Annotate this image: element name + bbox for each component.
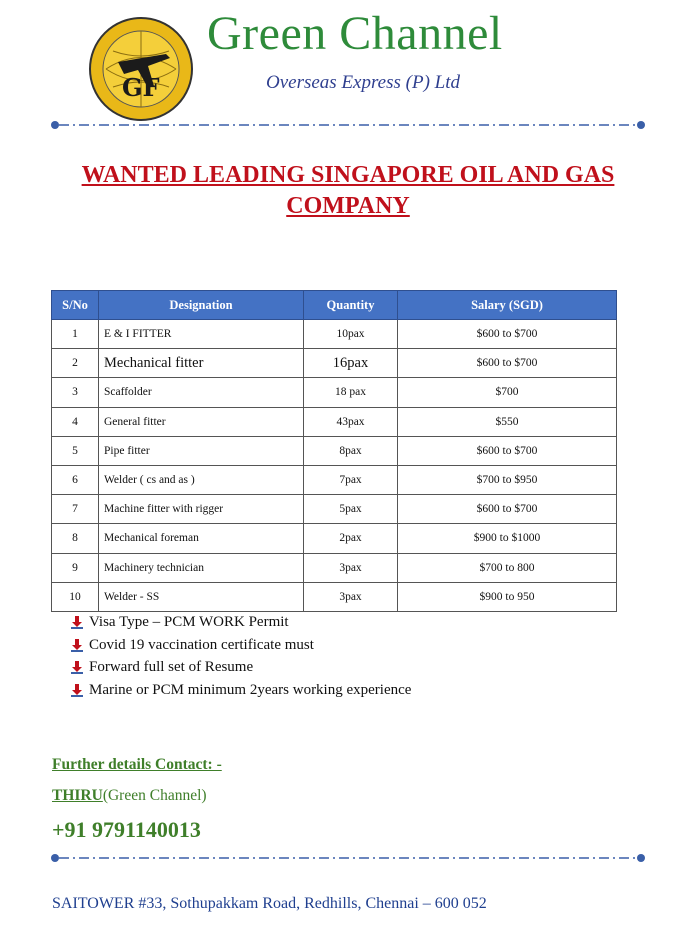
cell-quantity: 3pax xyxy=(304,553,398,582)
cell-sno: 7 xyxy=(52,495,99,524)
table-row xyxy=(52,582,617,611)
table-row xyxy=(52,524,617,553)
table-row xyxy=(52,407,617,436)
cell-sno: 6 xyxy=(52,465,99,494)
headline-line-2: COMPANY xyxy=(286,193,410,219)
table-row xyxy=(52,465,617,494)
cell-quantity: 43pax xyxy=(304,407,398,436)
cell-salary: $600 to $700 xyxy=(398,349,617,378)
cell-quantity: 7pax xyxy=(304,465,398,494)
cell-salary: $900 to $1000 xyxy=(398,524,617,553)
cell-sno: 8 xyxy=(52,524,99,553)
cell-quantity: 18 pax xyxy=(304,378,398,407)
cell-designation: Machinery technician xyxy=(99,553,304,582)
col-header-salary: Salary (SGD) xyxy=(398,291,617,320)
cell-designation: General fitter xyxy=(99,407,304,436)
cell-sno: 3 xyxy=(52,378,99,407)
cell-salary: $700 xyxy=(398,378,617,407)
table-row xyxy=(52,495,617,524)
company-subtitle: Overseas Express (P) Ltd xyxy=(266,72,461,93)
cell-salary: $700 to 800 xyxy=(398,553,617,582)
top-divider xyxy=(50,120,646,130)
arrow-bullet-icon xyxy=(70,660,84,674)
cell-sno: 5 xyxy=(52,436,99,465)
cell-salary: $600 to $700 xyxy=(398,436,617,465)
cell-quantity: 16pax xyxy=(304,349,398,378)
cell-salary: $900 to 950 xyxy=(398,582,617,611)
cell-quantity: 5pax xyxy=(304,495,398,524)
cell-sno: 2 xyxy=(52,349,99,378)
arrow-bullet-icon xyxy=(70,638,84,652)
cell-salary: $550 xyxy=(398,407,617,436)
company-logo xyxy=(88,16,194,122)
note-text: Visa Type – PCM WORK Permit xyxy=(89,614,289,630)
contact-name-suffix: (Green Channel) xyxy=(102,787,207,804)
list-item xyxy=(70,679,411,702)
bottom-divider xyxy=(50,853,646,863)
col-header-quantity: Quantity xyxy=(304,291,398,320)
table-row xyxy=(52,553,617,582)
cell-quantity: 8pax xyxy=(304,436,398,465)
table-header-row xyxy=(52,291,617,320)
office-address: SAITOWER #33, Sothupakkam Road, Redhills, Chennai – 600 052 xyxy=(52,895,487,912)
contact-label: Further details Contact: - xyxy=(52,756,222,773)
table-row xyxy=(52,349,617,378)
arrow-bullet-icon xyxy=(70,683,84,697)
cell-quantity: 2pax xyxy=(304,524,398,553)
requirements-list xyxy=(70,611,411,701)
cell-designation: Scaffolder xyxy=(99,378,304,407)
headline-line-1: WANTED LEADING SINGAPORE OIL AND GAS xyxy=(81,162,615,188)
jobs-table xyxy=(51,290,617,612)
cell-designation: Pipe fitter xyxy=(99,436,304,465)
cell-designation: Welder - SS xyxy=(99,582,304,611)
cell-designation: E & I FITTER xyxy=(99,320,304,349)
note-text: Marine or PCM minimum 2years working experience xyxy=(89,681,412,698)
cell-sno: 1 xyxy=(52,320,99,349)
contact-name: THIRU xyxy=(52,787,103,804)
col-header-sno: S/No xyxy=(52,291,99,320)
arrow-bullet-icon xyxy=(70,615,84,629)
logo-letters: GF xyxy=(122,73,160,102)
list-item xyxy=(70,634,411,657)
cell-sno: 10 xyxy=(52,582,99,611)
cell-quantity: 10pax xyxy=(304,320,398,349)
cell-quantity: 3pax xyxy=(304,582,398,611)
cell-salary: $600 to $700 xyxy=(398,495,617,524)
table-row xyxy=(52,436,617,465)
note-text: Covid 19 vaccination certificate must xyxy=(89,636,314,653)
cell-designation: Mechanical fitter xyxy=(99,349,304,378)
cell-designation: Welder ( cs and as ) xyxy=(99,465,304,494)
company-name: Green Channel xyxy=(207,7,503,60)
job-headline xyxy=(60,160,636,222)
contact-phone: +91 9791140013 xyxy=(52,817,201,842)
cell-designation: Mechanical foreman xyxy=(99,524,304,553)
cell-sno: 4 xyxy=(52,407,99,436)
table-row xyxy=(52,320,617,349)
list-item xyxy=(70,656,411,679)
cell-sno: 9 xyxy=(52,553,99,582)
cell-salary: $600 to $700 xyxy=(398,320,617,349)
table-row xyxy=(52,378,617,407)
cell-salary: $700 to $950 xyxy=(398,465,617,494)
list-item xyxy=(70,611,411,634)
note-text: Forward full set of Resume xyxy=(89,659,254,675)
contact-person xyxy=(52,787,207,805)
cell-designation: Machine fitter with rigger xyxy=(99,495,304,524)
col-header-designation: Designation xyxy=(99,291,304,320)
